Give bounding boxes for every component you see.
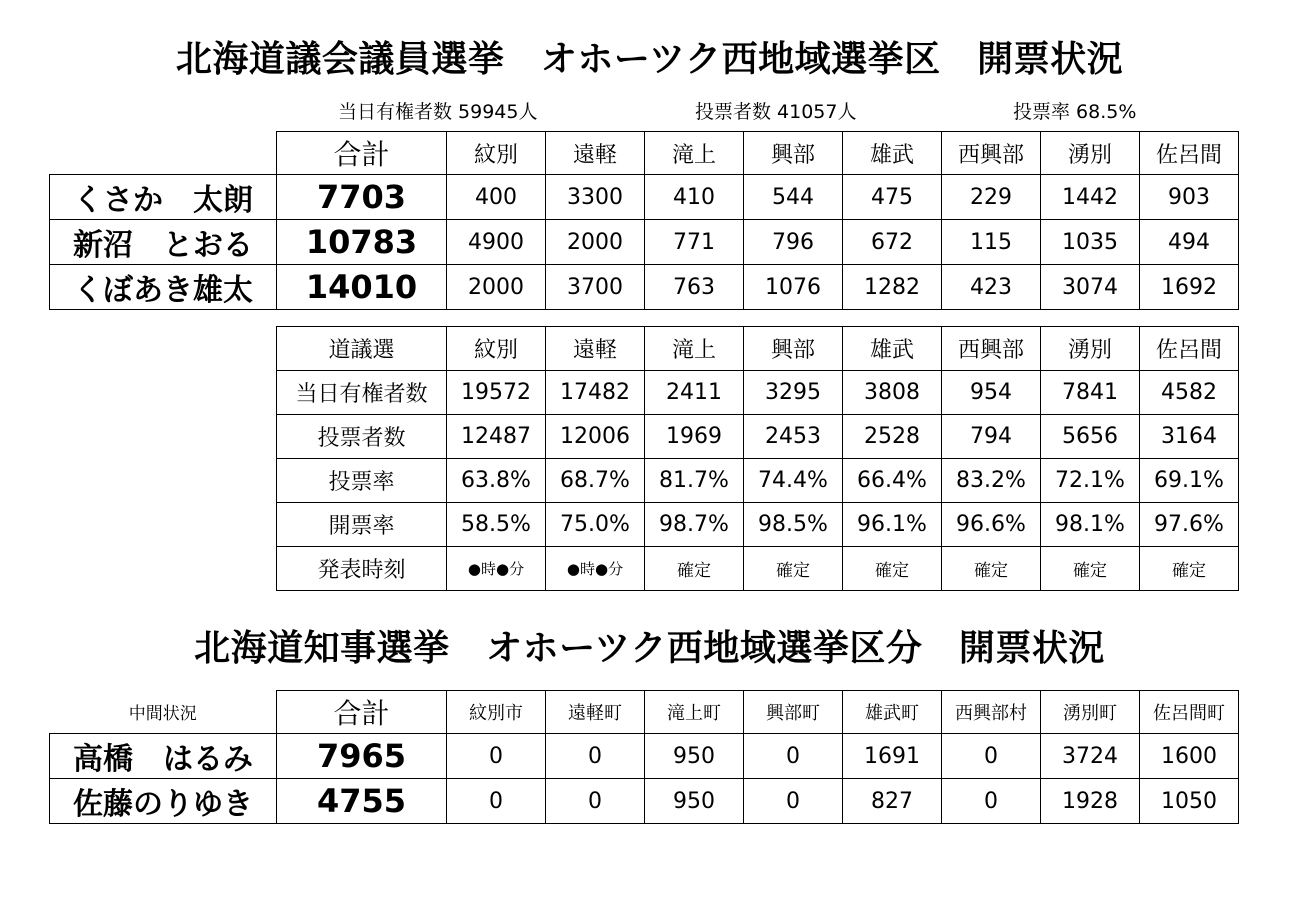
vote-count: 544 <box>744 175 843 220</box>
vote-count: 400 <box>447 175 546 220</box>
header-municipality: 湧別町 <box>1041 691 1140 734</box>
candidate-row <box>50 265 1239 310</box>
status-value: 96.6% <box>942 503 1041 547</box>
governor-election-title: 北海道知事選挙 オホーツク西地域選挙区分 開票状況 <box>194 628 1105 669</box>
header-municipality: 紋別市 <box>447 691 546 734</box>
status-value: 12006 <box>546 415 645 459</box>
header-municipality: 西興部 <box>942 327 1041 371</box>
vote-count: 903 <box>1140 175 1239 220</box>
vote-count: 0 <box>447 779 546 824</box>
vote-count: 0 <box>546 734 645 779</box>
status-value: 3164 <box>1140 415 1239 459</box>
vote-count: 950 <box>645 734 744 779</box>
vote-count: 2000 <box>447 265 546 310</box>
status-value: 98.5% <box>744 503 843 547</box>
status-value: 確定 <box>1140 547 1239 591</box>
candidate-total: 10783 <box>277 220 447 265</box>
candidate-total: 7703 <box>277 175 447 220</box>
ballots-stat: 投票者数 41057人 <box>695 101 857 123</box>
status-value: 69.1% <box>1140 459 1239 503</box>
status-value: 4582 <box>1140 371 1239 415</box>
status-value: 98.7% <box>645 503 744 547</box>
header-municipality: 遠軽町 <box>546 691 645 734</box>
status-value: 83.2% <box>942 459 1041 503</box>
status-value: 66.4% <box>843 459 942 503</box>
vote-count: 1076 <box>744 265 843 310</box>
vote-count: 950 <box>645 779 744 824</box>
header-municipality: 興部 <box>744 132 843 175</box>
header-municipality: 雄武町 <box>843 691 942 734</box>
vote-count: 229 <box>942 175 1041 220</box>
vote-count: 3724 <box>1041 734 1140 779</box>
header-municipality: 興部 <box>744 327 843 371</box>
vote-count: 1928 <box>1041 779 1140 824</box>
status-row-ballots <box>277 415 1239 459</box>
status-value: 63.8% <box>447 459 546 503</box>
vote-count: 827 <box>843 779 942 824</box>
status-value: 954 <box>942 371 1041 415</box>
status-value: 1969 <box>645 415 744 459</box>
vote-count: 423 <box>942 265 1041 310</box>
status-value: 3808 <box>843 371 942 415</box>
status-label: 投票率 <box>277 459 447 503</box>
status-row-voters <box>277 371 1239 415</box>
vote-count: 1691 <box>843 734 942 779</box>
header-municipality: 滝上 <box>645 132 744 175</box>
vote-count: 763 <box>645 265 744 310</box>
vote-count: 672 <box>843 220 942 265</box>
candidate-name: 高橋 はるみ <box>50 734 277 779</box>
vote-count: 475 <box>843 175 942 220</box>
vote-count: 0 <box>744 779 843 824</box>
header-municipality: 湧別 <box>1041 327 1140 371</box>
header-municipality: 湧別 <box>1041 132 1140 175</box>
header-municipality: 佐呂間 <box>1140 327 1239 371</box>
candidate-row <box>50 779 1239 824</box>
status-label: 当日有権者数 <box>277 371 447 415</box>
status-value: 19572 <box>447 371 546 415</box>
status-value: ●時●分 <box>546 547 645 591</box>
candidate-total: 7965 <box>277 734 447 779</box>
vote-count: 4900 <box>447 220 546 265</box>
vote-count: 1600 <box>1140 734 1239 779</box>
council-status-table <box>276 326 1239 591</box>
vote-count: 0 <box>744 734 843 779</box>
status-value: 794 <box>942 415 1041 459</box>
candidate-total: 14010 <box>277 265 447 310</box>
turnout-stat: 投票率 68.5% <box>1013 101 1137 123</box>
vote-count: 0 <box>942 734 1041 779</box>
candidate-name: 佐藤のりゆき <box>50 779 277 824</box>
candidate-row <box>50 175 1239 220</box>
governor-results-table <box>49 690 1239 824</box>
status-header-label: 道議選 <box>277 327 447 371</box>
header-municipality: 佐呂間 <box>1140 132 1239 175</box>
governor-header-row <box>50 691 1239 734</box>
status-value: 5656 <box>1041 415 1140 459</box>
vote-count: 3700 <box>546 265 645 310</box>
interim-status-label: 中間状況 <box>128 704 197 725</box>
vote-count: 410 <box>645 175 744 220</box>
status-value: 3295 <box>744 371 843 415</box>
council-results-header-row <box>50 132 1239 175</box>
vote-count: 1050 <box>1140 779 1239 824</box>
header-municipality: 遠軽 <box>546 327 645 371</box>
status-value: 確定 <box>942 547 1041 591</box>
vote-count: 115 <box>942 220 1041 265</box>
vote-count: 1035 <box>1041 220 1140 265</box>
header-total: 合計 <box>277 691 447 734</box>
council-results-table <box>49 131 1239 310</box>
candidate-total: 4755 <box>277 779 447 824</box>
status-value: 81.7% <box>645 459 744 503</box>
vote-count: 1442 <box>1041 175 1140 220</box>
status-value: 97.6% <box>1140 503 1239 547</box>
status-value: 2528 <box>843 415 942 459</box>
council-election-title: 北海道議会議員選挙 オホーツク西地域選挙区 開票状況 <box>175 39 1124 80</box>
status-value: 74.4% <box>744 459 843 503</box>
header-municipality: 紋別 <box>447 327 546 371</box>
candidate-row <box>50 734 1239 779</box>
status-value: 確定 <box>645 547 744 591</box>
candidate-name: くぼあき雄太 <box>50 265 277 310</box>
vote-count: 0 <box>447 734 546 779</box>
vote-count: 1692 <box>1140 265 1239 310</box>
candidate-name: くさか 太朗 <box>50 175 277 220</box>
header-municipality: 興部町 <box>744 691 843 734</box>
vote-count: 494 <box>1140 220 1239 265</box>
status-value: 2453 <box>744 415 843 459</box>
header-municipality: 滝上 <box>645 327 744 371</box>
vote-count: 771 <box>645 220 744 265</box>
status-value: 68.7% <box>546 459 645 503</box>
candidate-name: 新沼 とおる <box>50 220 277 265</box>
status-header-row <box>277 327 1239 371</box>
header-municipality: 雄武 <box>843 327 942 371</box>
vote-count: 0 <box>546 779 645 824</box>
status-value: 確定 <box>744 547 843 591</box>
vote-count: 0 <box>942 779 1041 824</box>
vote-count: 2000 <box>546 220 645 265</box>
status-value: 58.5% <box>447 503 546 547</box>
header-municipality: 雄武 <box>843 132 942 175</box>
vote-count: 3300 <box>546 175 645 220</box>
header-municipality: 遠軽 <box>546 132 645 175</box>
status-value: 2411 <box>645 371 744 415</box>
status-value: 確定 <box>843 547 942 591</box>
status-label: 発表時刻 <box>277 547 447 591</box>
vote-count: 1282 <box>843 265 942 310</box>
candidate-row <box>50 220 1239 265</box>
header-municipality: 西興部村 <box>942 691 1041 734</box>
status-value: 96.1% <box>843 503 942 547</box>
status-value: 17482 <box>546 371 645 415</box>
vote-count: 796 <box>744 220 843 265</box>
status-value: ●時●分 <box>447 547 546 591</box>
header-municipality: 佐呂間町 <box>1140 691 1239 734</box>
header-municipality: 紋別 <box>447 132 546 175</box>
vote-count: 3074 <box>1041 265 1140 310</box>
status-value: 98.1% <box>1041 503 1140 547</box>
status-row-count-rate <box>277 503 1239 547</box>
status-label: 投票者数 <box>277 415 447 459</box>
status-label: 開票率 <box>277 503 447 547</box>
header-total: 合計 <box>277 132 447 175</box>
status-value: 72.1% <box>1041 459 1140 503</box>
header-municipality: 西興部 <box>942 132 1041 175</box>
status-value: 確定 <box>1041 547 1140 591</box>
blank-cell <box>50 132 277 175</box>
status-value: 75.0% <box>546 503 645 547</box>
status-row-announce-time <box>277 547 1239 591</box>
voters-stat: 当日有権者数 59945人 <box>338 101 538 123</box>
status-value: 7841 <box>1041 371 1140 415</box>
header-municipality: 滝上町 <box>645 691 744 734</box>
status-value: 12487 <box>447 415 546 459</box>
status-row-turnout <box>277 459 1239 503</box>
